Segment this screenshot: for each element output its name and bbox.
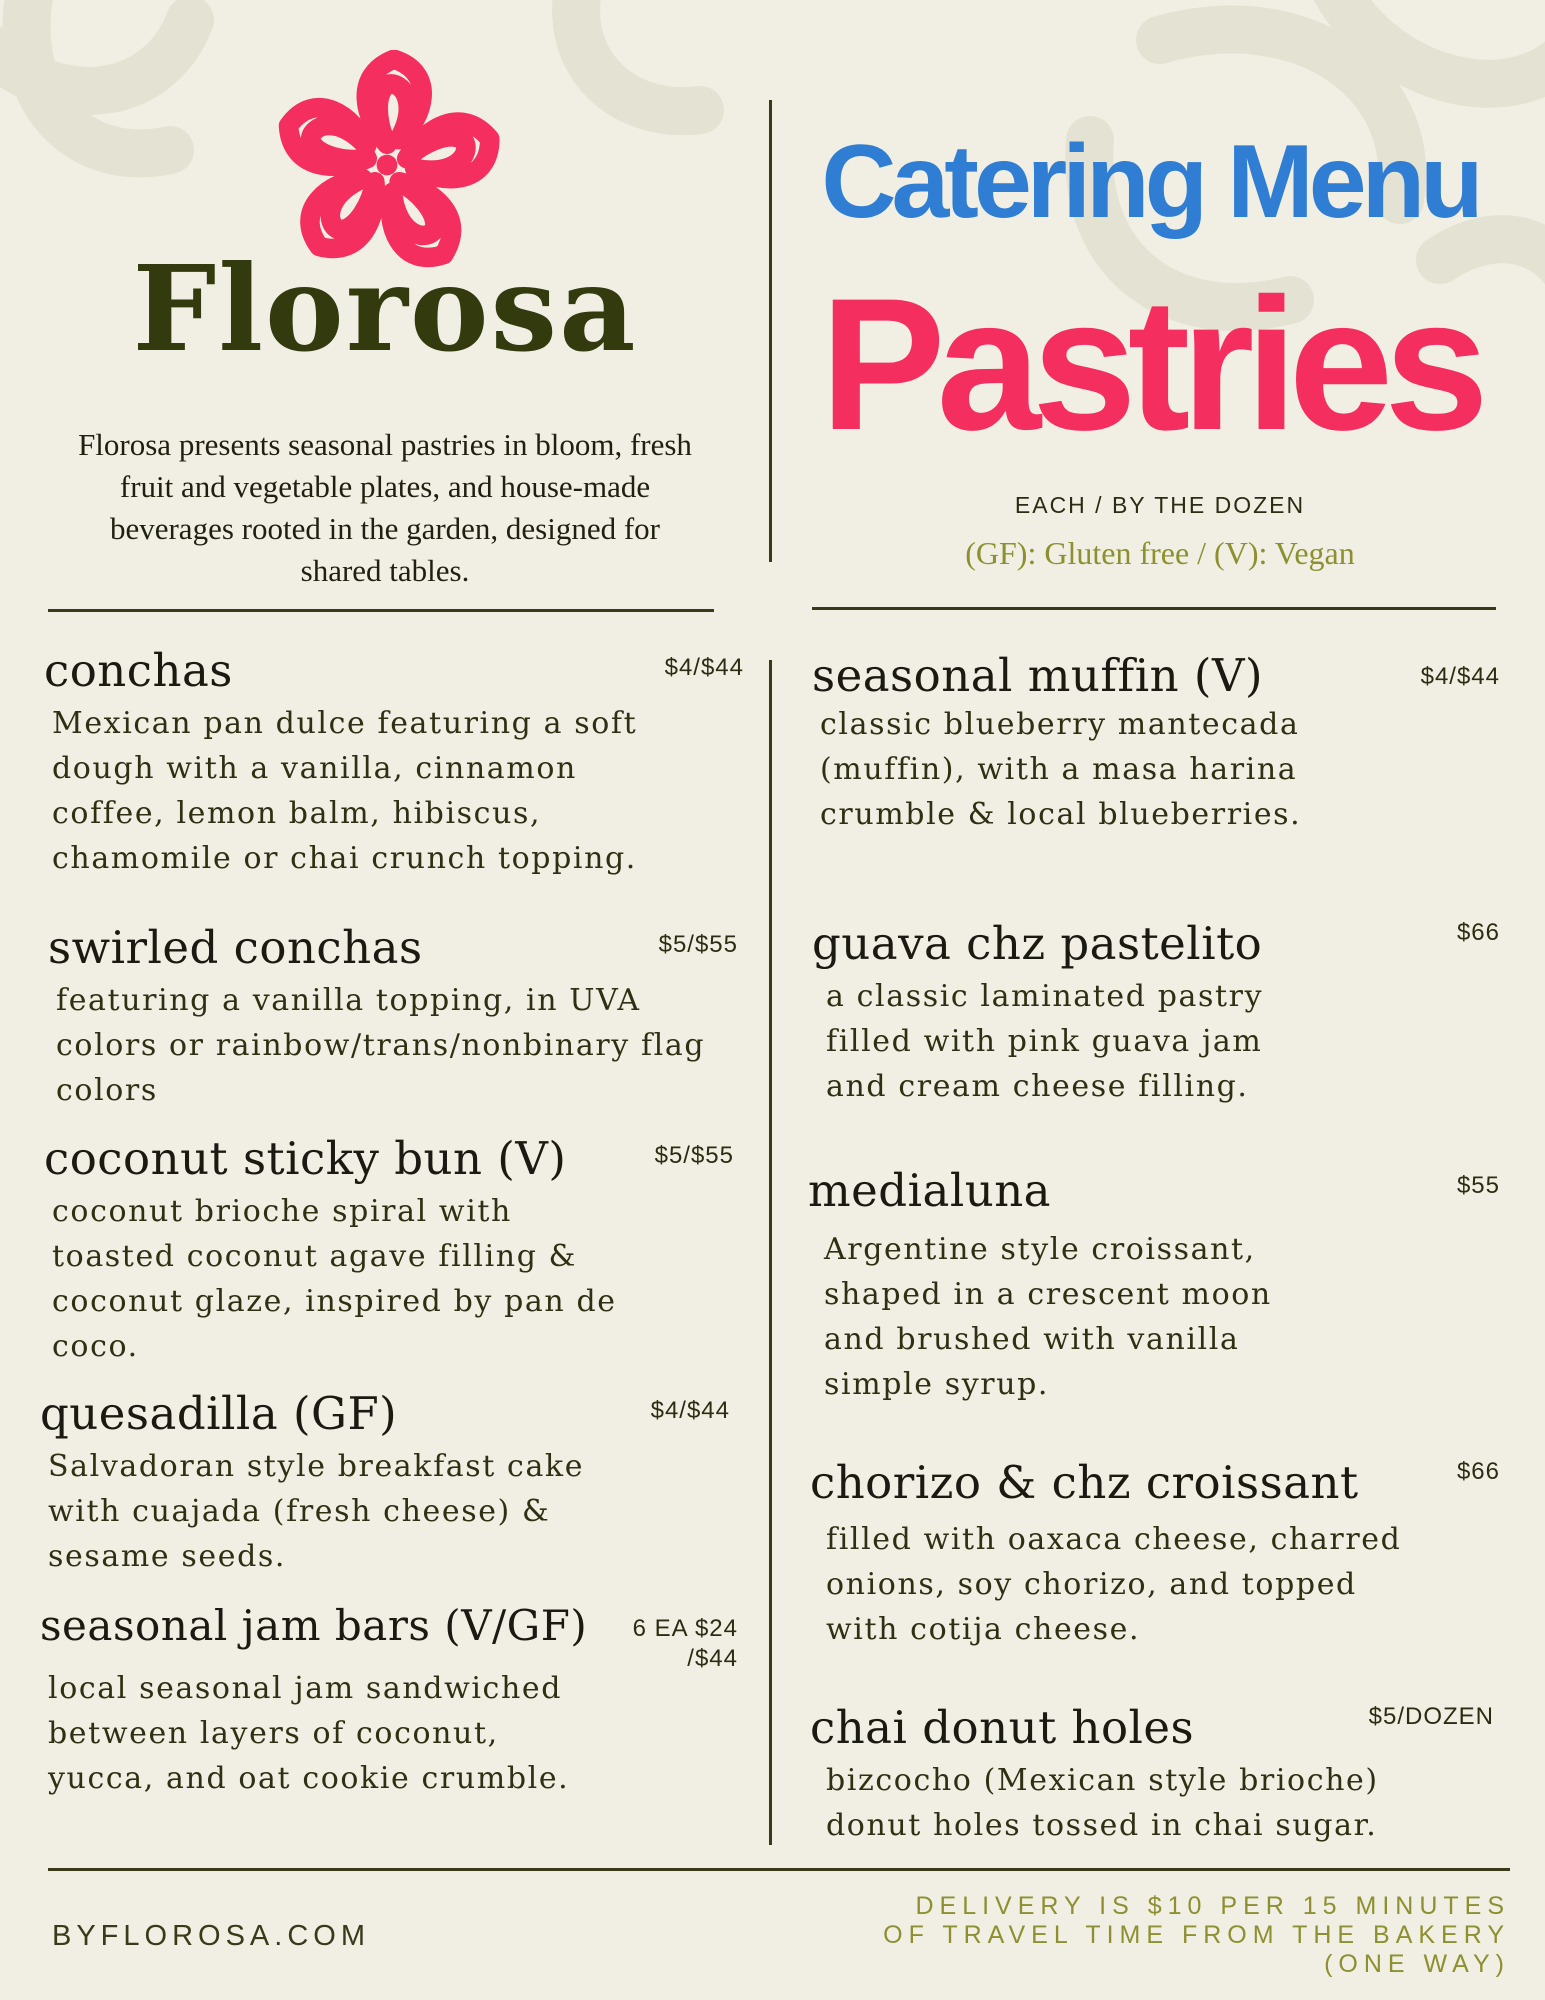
menu-item-name: guava chz pastelito [812,917,1263,970]
menu-item-name: swirled conchas [48,921,423,974]
menu-item-description: coconut brioche spiral with toasted coconut agave filling & coconut glaze, inspired by pan de coco. [52,1194,617,1364]
menu-item [48,922,738,1113]
header-right-divider [812,607,1496,610]
menu-item-price: $5/$55 [658,931,738,958]
menu-item-price: 6 EA $24 /$44 [632,1615,738,1672]
menu-item-price: $5/$55 [654,1142,734,1169]
brand-tagline: Florosa presents seasonal pastries in bloom, fresh fruit and vegetable plates, and house-made beverages rooted in the garden, designed for shared tables. [78,427,692,588]
dietary-legend: (GF): Gluten free / (V): Vegan [965,535,1355,571]
menu-item-price: $4/$44 [1420,663,1500,690]
menu-item-description: Salvadoran style breakfast cake with cuajada (fresh cheese) & sesame seeds. [48,1449,585,1574]
menu-item-price: $66 [1456,919,1500,946]
menu-title: Catering Menu [821,124,1479,240]
header-vertical-divider [769,100,772,562]
menu-item-price: $5/DOZEN [1368,1703,1494,1730]
menu-item-description: bizcocho (Mexican style brioche) donut holes tossed in chai sugar. [826,1763,1379,1843]
menu-category-title: Pastries [820,259,1480,469]
menu-item-description: Mexican pan dulce featuring a soft dough with a vanilla, cinnamon coffee, lemon balm, hibiscus, chamomile or chai crunch topping. [52,706,638,876]
menu-item-name: medialuna [808,1164,1052,1217]
menu-item-name: chai donut holes [810,1701,1195,1754]
menu-item-name: conchas [44,644,233,697]
menu-item [812,650,1500,837]
column-vertical-divider [769,660,772,1845]
menu-item [812,918,1500,1109]
menu-item [44,1133,734,1369]
menu-item [40,1388,730,1579]
menu-item-name: seasonal jam bars (V/GF) [40,1601,588,1650]
menu-item-description: featuring a vanilla topping, in UVA colors or rainbow/trans/nonbinary flag colors [56,983,706,1108]
menu-item-description: local seasonal jam sandwiched between layers of coconut, yucca, and oat cookie crumble. [48,1671,570,1796]
menu-item [810,1457,1500,1652]
menu-item-name: quesadilla (GF) [40,1387,398,1440]
menu-item-description: a classic laminated pastry filled with pink guava jam and cream cheese filling. [826,979,1264,1104]
menu-item-description: Argentine style croissant, shaped in a crescent moon and brushed with vanilla simple syrup. [824,1232,1272,1402]
menu-item [40,1600,740,1801]
menu-item-name: seasonal muffin (V) [812,649,1263,702]
menu-item-price: $66 [1456,1458,1500,1485]
delivery-note: DELIVERY IS $10 PER 15 MINUTES OF TRAVEL TIME FROM THE BAKERY (ONE WAY) [883,1892,1510,1978]
menu-item-price: $4/$44 [664,654,744,681]
website-link[interactable]: BYFLOROSA.COM [52,1920,370,1952]
menu-item-price: $4/$44 [650,1397,730,1424]
brand-name: Florosa [132,239,638,378]
footer-divider [48,1868,1510,1871]
menu-item [808,1165,1500,1407]
menu-item-name: coconut sticky bun (V) [44,1132,567,1185]
menu-item-price: $55 [1456,1172,1500,1199]
menu-item [44,645,744,881]
header-left-divider [48,609,714,612]
menu-item-description: classic blueberry mantecada (muffin), with a masa harina crumble & local blueberries. [820,707,1302,832]
menu-item-description: filled with oaxaca cheese, charred onions, soy chorizo, and topped with cotija cheese. [826,1522,1402,1647]
menu-item-name: chorizo & chz croissant [810,1456,1359,1509]
menu-item [810,1702,1500,1848]
pricing-note: EACH / BY THE DOZEN [1014,492,1306,518]
